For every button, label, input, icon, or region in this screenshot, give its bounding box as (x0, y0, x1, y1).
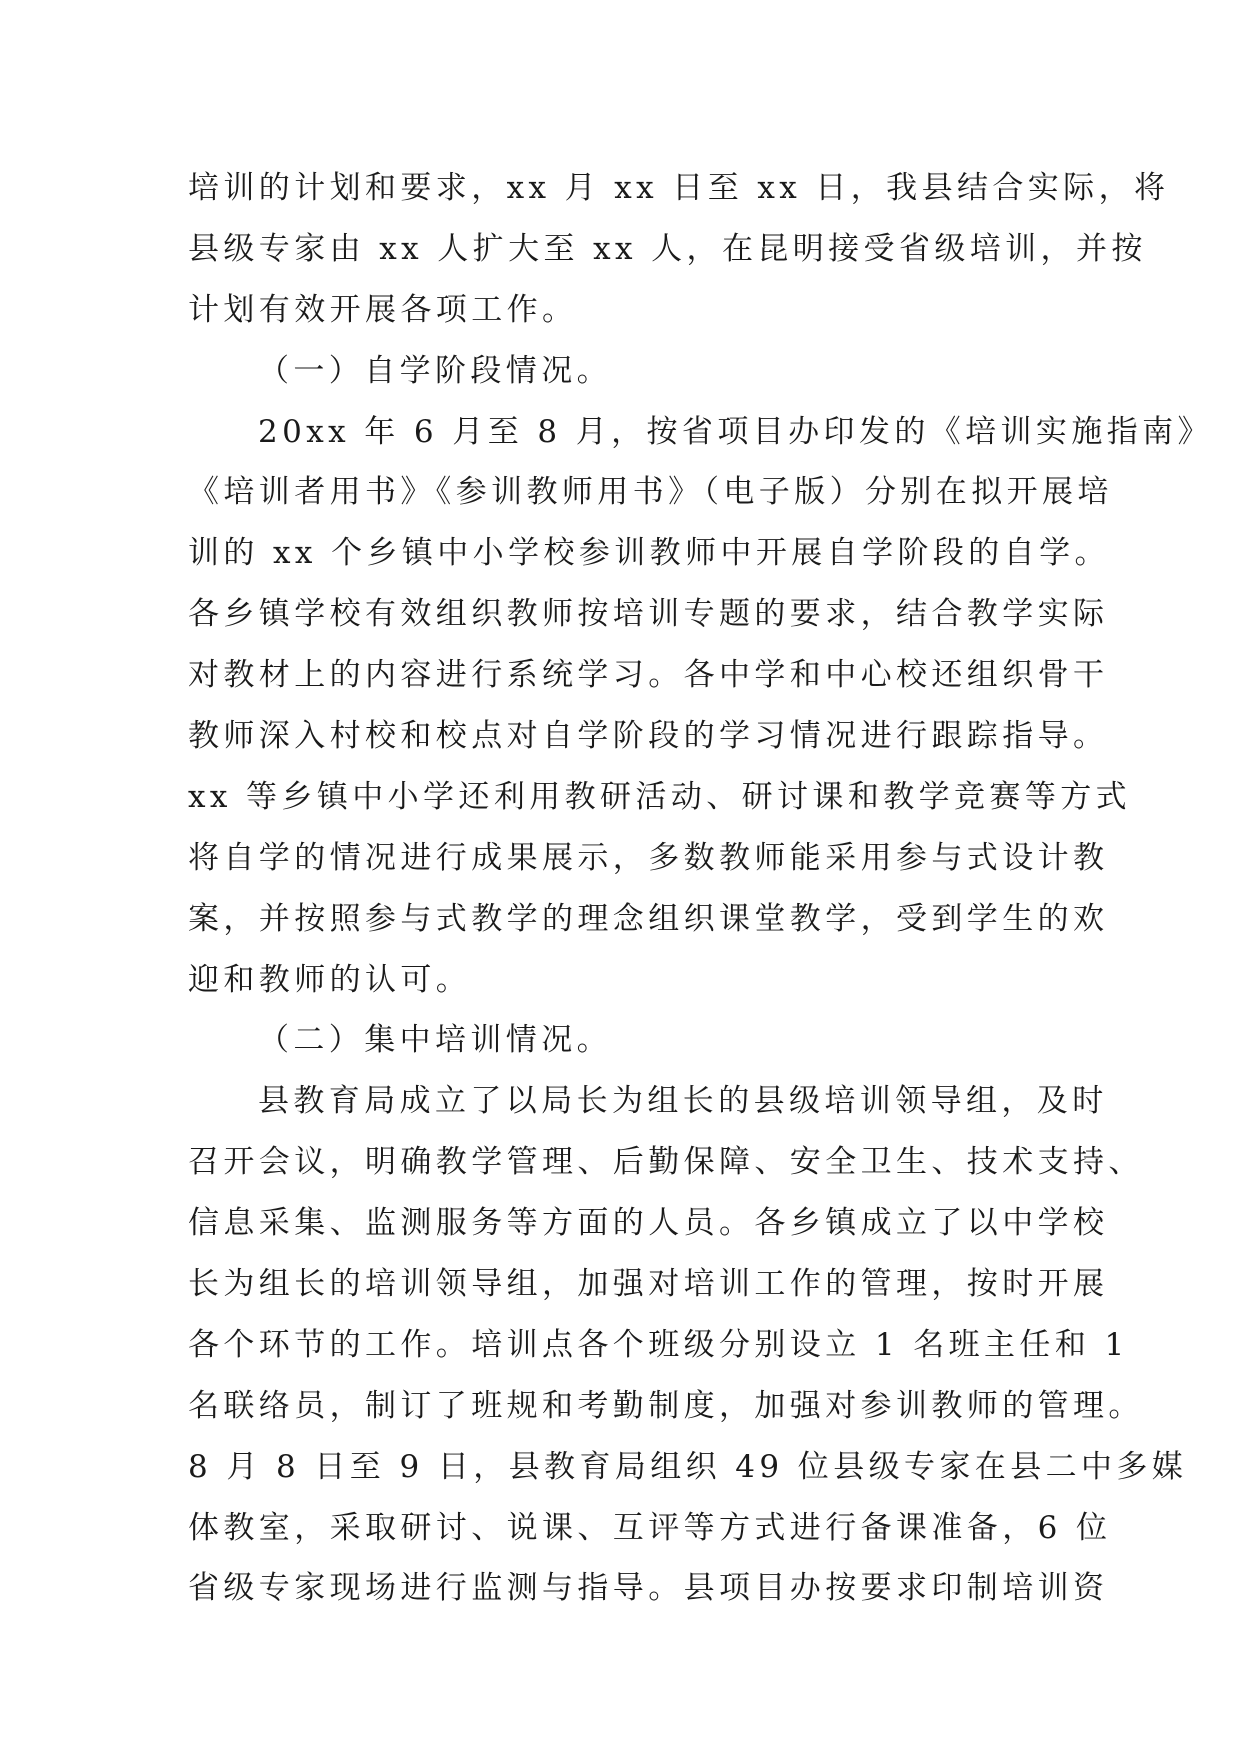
paragraph-line-20: 各个环节的工作。培训点各个班级分别设立 1 名班主任和 1 (188, 1326, 1129, 1363)
paragraph-line-10: 教师深入村校和校点对自学阶段的学习情况进行跟踪指导。 (188, 718, 1109, 755)
paragraph-line-22: 8 月 8 日至 9 日，县教育局组织 49 位县级专家在县二中多媒 (188, 1448, 1188, 1485)
section-heading-centralized-training: （二）集中培训情况。 (258, 1022, 612, 1059)
document-body (188, 158, 1213, 1619)
paragraph-line-16: 县教育局成立了以局长为组长的县级培训领导组，及时 (258, 1083, 1108, 1120)
paragraph-line-18: 信息采集、监测服务等方面的人员。各乡镇成立了以中学校 (188, 1205, 1109, 1242)
paragraph-line-5: 20xx 年 6 月至 8 月，按省项目办印发的《培训实施指南》 (258, 413, 1213, 450)
paragraph-line-3: 计划有效开展各项工作。 (188, 291, 578, 328)
paragraph-line-13: 案，并按照参与式教学的理念组织课堂教学，受到学生的欢 (188, 900, 1109, 937)
paragraph-line-24: 省级专家现场进行监测与指导。县项目办按要求印制培训资 (188, 1570, 1109, 1607)
paragraph-line-14: 迎和教师的认可。 (188, 961, 472, 998)
paragraph-line-8: 各乡镇学校有效组织教师按培训专题的要求，结合教学实际 (188, 596, 1109, 633)
paragraph-line-11: xx 等乡镇中小学还利用教研活动、研讨课和教学竞赛等方式 (188, 778, 1132, 815)
paragraph-line-7: 训的 xx 个乡镇中小学校参训教师中开展自学阶段的自学。 (188, 535, 1110, 572)
paragraph-line-23: 体教室，采取研讨、说课、互评等方式进行备课准备，6 位 (188, 1509, 1112, 1546)
paragraph-line-1: 培训的计划和要求，xx 月 xx 日至 xx 日，我县结合实际，将 (188, 170, 1170, 206)
section-heading-self-study: （一）自学阶段情况。 (258, 352, 612, 389)
paragraph-line-9: 对教材上的内容进行系统学习。各中学和中心校还组织骨干 (188, 657, 1109, 694)
paragraph-line-19: 长为组长的培训领导组，加强对培训工作的管理，按时开展 (188, 1266, 1109, 1303)
paragraph-line-2: 县级专家由 xx 人扩大至 xx 人，在昆明接受省级培训，并按 (188, 230, 1147, 267)
paragraph-line-6: 《培训者用书》《参训教师用书》（电子版）分别在拟开展培 (188, 474, 1113, 511)
paragraph-line-12: 将自学的情况进行成果展示，多数教师能采用参与式设计教 (188, 839, 1109, 876)
paragraph-line-21: 名联络员，制订了班规和考勤制度，加强对参训教师的管理。 (188, 1387, 1144, 1424)
paragraph-line-17: 召开会议，明确教学管理、后勤保障、安全卫生、技术支持、 (188, 1144, 1144, 1181)
